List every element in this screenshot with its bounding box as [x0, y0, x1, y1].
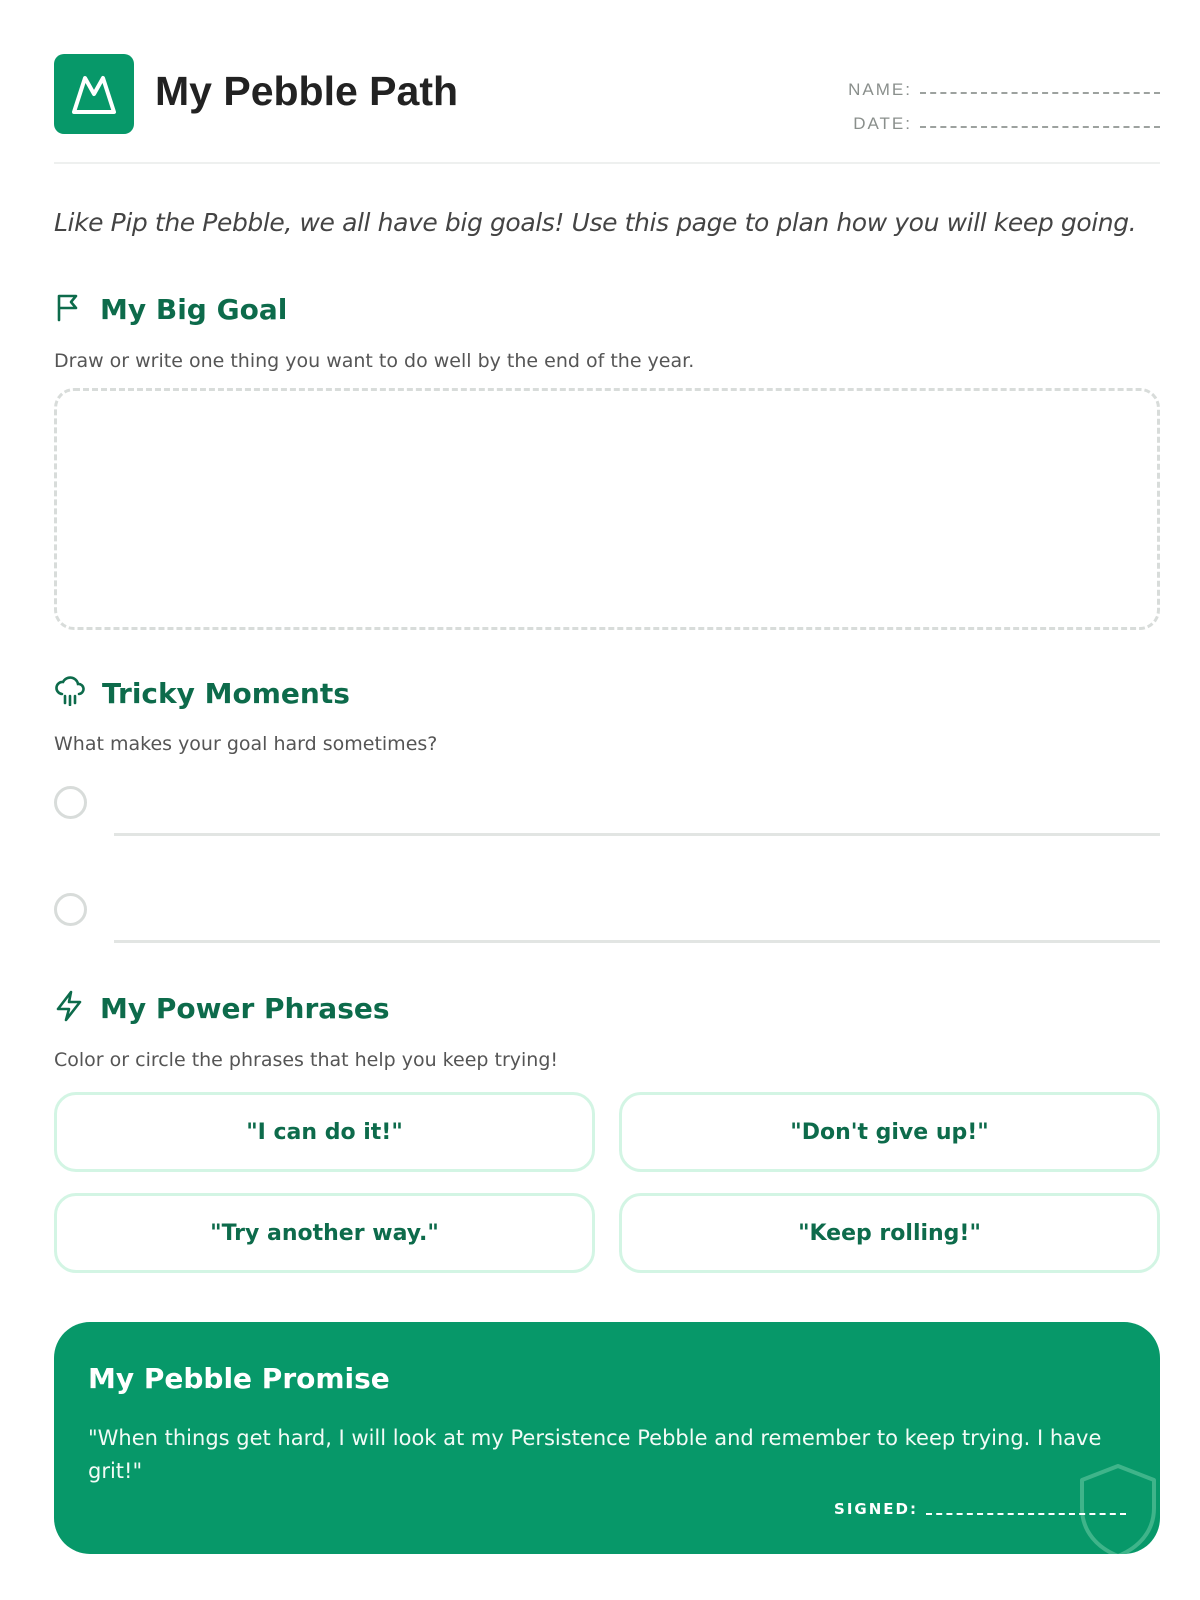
signature-field	[834, 1500, 1126, 1518]
big-goal-title: My Big Goal	[100, 292, 288, 326]
date-blank-line[interactable]	[920, 126, 1160, 128]
phrase-card[interactable]: "I can do it!"	[54, 1092, 595, 1172]
checkbox-circle[interactable]	[54, 786, 87, 819]
page-title: My Pebble Path	[155, 68, 459, 114]
promise-text: "When things get hard, I will look at my Persistence Pebble and remember to keep trying. I have grit!"	[88, 1426, 1102, 1483]
tricky-moments-heading	[54, 676, 350, 710]
date-label: DATE:	[853, 114, 912, 133]
mountain-logo-icon	[54, 54, 134, 134]
big-goal-draw-area[interactable]	[54, 388, 1160, 630]
tricky-moment-row-1[interactable]	[54, 786, 1160, 836]
tricky-moments-description: What makes your goal hard sometimes?	[54, 733, 438, 755]
write-line[interactable]	[114, 833, 1160, 836]
phrase-card[interactable]: "Keep rolling!"	[619, 1193, 1160, 1273]
phrase-card[interactable]: "Try another way."	[54, 1193, 595, 1273]
power-phrases-heading	[54, 990, 390, 1026]
signed-label: SIGNED:	[834, 1500, 918, 1518]
big-goal-heading	[54, 292, 287, 326]
promise-title: My Pebble Promise	[88, 1362, 390, 1395]
checkbox-circle[interactable]	[54, 893, 87, 926]
pebble-promise-card	[54, 1322, 1160, 1554]
power-phrases-description: Color or circle the phrases that help you keep trying!	[54, 1049, 558, 1071]
phrase-card[interactable]: "Don't give up!"	[619, 1092, 1160, 1172]
name-date-fields	[848, 66, 1160, 134]
intro-text: Like Pip the Pebble, we all have big goals! Use this page to plan how you will keep going.	[54, 208, 1137, 237]
name-blank-line[interactable]	[920, 92, 1160, 94]
worksheet-header	[54, 54, 1160, 164]
tricky-moments-title: Tricky Moments	[102, 676, 350, 710]
big-goal-description: Draw or write one thing you want to do well by the end of the year.	[54, 350, 695, 372]
power-phrases-title: My Power Phrases	[100, 991, 390, 1025]
name-label: NAME:	[848, 80, 912, 99]
lightning-bolt-icon	[54, 990, 84, 1026]
write-line[interactable]	[114, 940, 1160, 943]
rain-cloud-icon	[54, 676, 86, 710]
tricky-moment-row-2[interactable]	[54, 893, 1160, 943]
flag-icon	[54, 292, 84, 326]
signature-blank-line[interactable]	[926, 1513, 1126, 1515]
